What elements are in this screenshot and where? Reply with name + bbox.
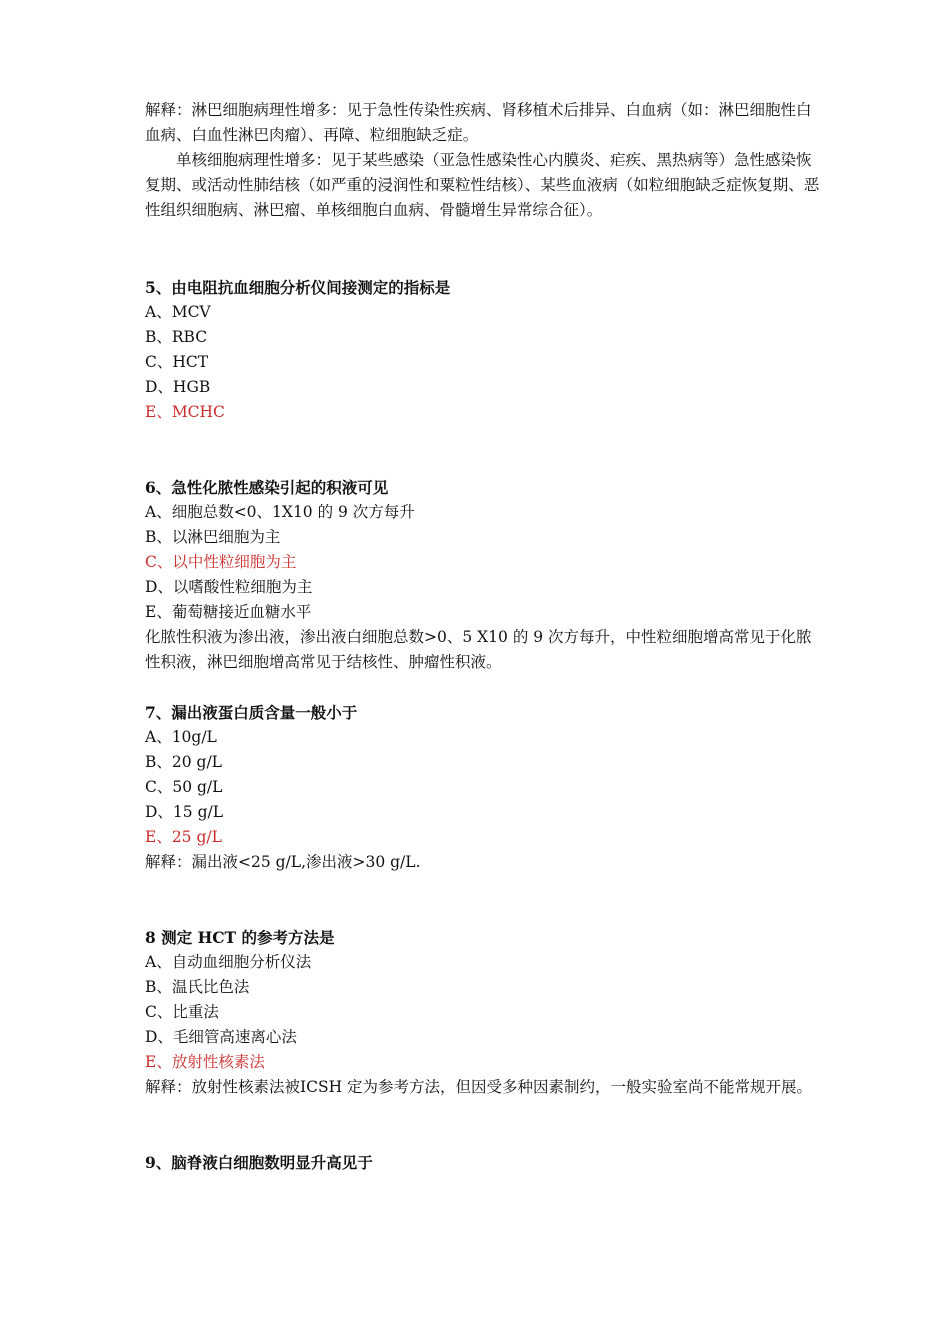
option-a: A、细胞总数<0、1X10 的 9 次方每升 bbox=[145, 503, 415, 521]
question-explanation: 解释：放射性核素法被ICSH 定为参考方法，但因受多种因素制约，一般实验室尚不能常规开展。 bbox=[145, 1078, 813, 1096]
option-a: A、自动血细胞分析仪法 bbox=[145, 953, 312, 971]
option-e-correct-answer: E、MCHC bbox=[145, 403, 225, 421]
option-d: D、15 g/L bbox=[145, 803, 224, 821]
question-title: 9、脑脊液白细胞数明显升高见于 bbox=[145, 1153, 373, 1172]
question-explanation: 化脓性积液为渗出液，渗出液白细胞总数>0、5 X10 的 9 次方每升，中性粒细胞增高常见于化脓性积液，淋巴细胞增高常见于结核性、肿瘤性积液。 bbox=[145, 628, 812, 671]
option-b: B、以淋巴细胞为主 bbox=[145, 528, 281, 546]
document-page bbox=[145, 98, 820, 1175]
explanation-monocyte: 单核细胞病理性增多：见于某些感染（亚急性感染性心内膜炎、疟疾、黑热病等）急性感染恢复期、或活动性肺结核（如严重的浸润性和粟粒性结核）、某些血液病（如粒细胞缺乏症恢复期、恶性组织细胞病、淋巴瘤、单核细胞白血病、骨髓增生异常综合征）。 bbox=[145, 151, 820, 219]
explanation-lymphocyte: 解释：淋巴细胞病理性增多：见于急性传染性疾病、肾移植术后排异、白血病（如：淋巴细胞性白血病、白血性淋巴肉瘤）、再障、粒细胞缺乏症。 bbox=[145, 101, 812, 144]
question-explanation: 解释：漏出液<25 g/L,渗出液>30 g/L. bbox=[145, 853, 421, 871]
option-d: D、以嗜酸性粒细胞为主 bbox=[145, 578, 313, 596]
question-title: 5、由电阻抗血细胞分析仪间接测定的指标是 bbox=[145, 278, 451, 297]
option-c: C、50 g/L bbox=[145, 778, 223, 796]
option-d: D、毛细管高速离心法 bbox=[145, 1028, 297, 1046]
option-a: A、10g/L bbox=[145, 728, 217, 746]
option-b: B、20 g/L bbox=[145, 753, 222, 771]
question-title: 8 测定 HCT 的参考方法是 bbox=[145, 928, 335, 947]
question-title: 7、漏出液蛋白质含量一般小于 bbox=[145, 703, 358, 722]
option-b: B、温氏比色法 bbox=[145, 978, 250, 996]
option-c-correct-answer: C、以中性粒细胞为主 bbox=[145, 553, 297, 571]
option-a: A、MCV bbox=[145, 303, 211, 321]
option-e-correct-answer: E、25 g/L bbox=[145, 828, 222, 846]
option-c: C、HCT bbox=[145, 353, 209, 371]
option-c: C、比重法 bbox=[145, 1003, 219, 1021]
option-e: E、葡萄糖接近血糖水平 bbox=[145, 603, 312, 621]
option-d: D、HGB bbox=[145, 378, 211, 396]
question-title: 6、急性化脓性感染引起的积液可见 bbox=[145, 478, 389, 497]
option-b: B、RBC bbox=[145, 328, 208, 346]
option-e-correct-answer: E、放射性核素法 bbox=[145, 1053, 265, 1071]
